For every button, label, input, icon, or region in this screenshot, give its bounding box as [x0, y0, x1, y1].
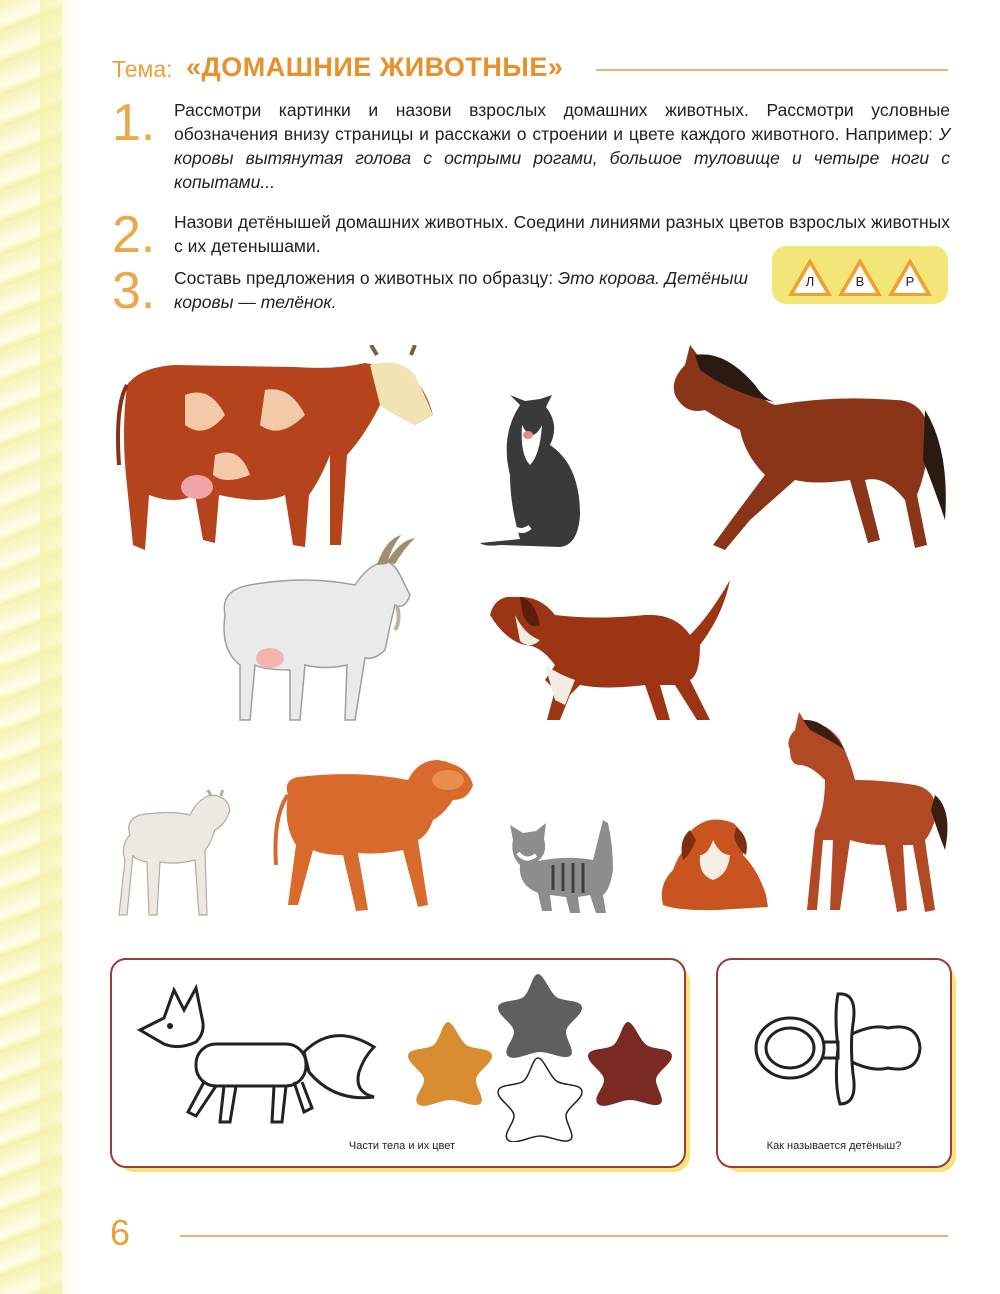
- task-number: 3.: [112, 262, 156, 320]
- puppy-illustration: [658, 815, 773, 915]
- offspring-panel: [716, 958, 952, 1168]
- panel-caption: Части тела и их цвет: [348, 1140, 456, 1152]
- panel-caption: Как называется детёныш?: [766, 1140, 902, 1152]
- decorative-stripe-fade: [40, 0, 80, 1294]
- task-text: Назови детёнышей домашних животных. Соедини линиями разных цветов взрослых животных с их детенышами.: [174, 212, 950, 256]
- task-text: [174, 98, 950, 194]
- footer-line: [180, 1235, 948, 1237]
- symbol-letter: Л: [805, 274, 815, 289]
- symbol-letter: В: [855, 274, 865, 289]
- kid-goat-illustration: [115, 790, 235, 920]
- symbol-letter: Р: [905, 274, 915, 289]
- fox-outline-illustration: [134, 982, 384, 1132]
- symbol-triangle: [836, 256, 884, 298]
- page-title: «ДОМАШНИЕ ЖИВОТНЫЕ»: [186, 52, 564, 82]
- symbol-triangle: [786, 256, 834, 298]
- kitten-illustration: [508, 815, 623, 915]
- dog-illustration: [485, 575, 735, 725]
- page-number: 6: [110, 1212, 131, 1253]
- goat-illustration: [205, 530, 425, 730]
- color-stars: [402, 972, 672, 1142]
- task-number: 2.: [112, 206, 156, 264]
- task-text: [174, 266, 748, 314]
- star-gray: [498, 974, 582, 1058]
- star-dark-red: [588, 1022, 672, 1106]
- calf-illustration: [268, 755, 483, 920]
- cat-illustration: [480, 395, 590, 555]
- task-1: [112, 94, 952, 198]
- task-number: 1.: [112, 94, 156, 152]
- foal-illustration: [785, 710, 950, 920]
- body-parts-panel: [110, 958, 686, 1168]
- task-example: У коровы вытянутая голова с острыми рогами, большое туловище и четыре ноги с копытами...: [174, 124, 950, 192]
- symbol-triangle: [886, 256, 934, 298]
- cow-illustration: [115, 345, 440, 560]
- title-prefix: Тема:: [112, 56, 173, 82]
- page-title-row: [112, 52, 952, 86]
- task-instruction: Рассмотри картинки и назови взрослых домашних животных. Рассмотри условные обозначения внизу страницы и расскажи о строении и цвете каждого животного. Например:: [174, 100, 950, 144]
- horse-illustration: [665, 340, 950, 570]
- task-instruction: Составь предложения о животных по образцу:: [174, 268, 558, 288]
- star-white: [498, 1058, 582, 1142]
- pacifier-icon: [748, 984, 928, 1124]
- task-example: Это корова. Детёныш коровы — телёнок.: [174, 268, 748, 312]
- task-3: [112, 262, 752, 320]
- title-underline: [596, 69, 948, 71]
- legend-symbols: [772, 246, 948, 304]
- star-orange: [408, 1022, 492, 1106]
